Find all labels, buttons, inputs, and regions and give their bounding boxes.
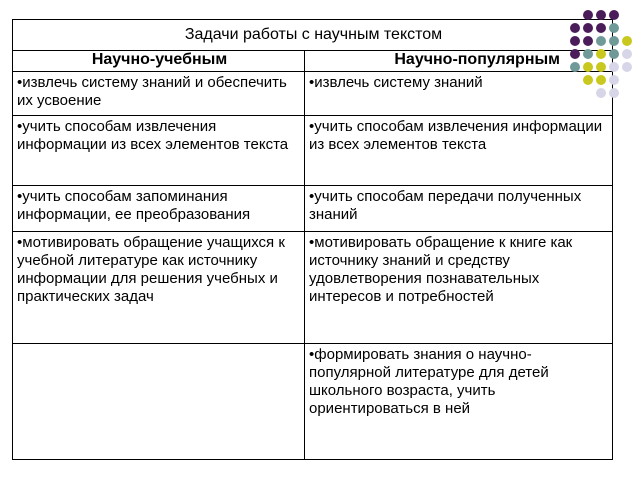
table-cell: • извлечь систему знаний xyxy=(305,72,613,116)
decorative-dot xyxy=(609,36,619,46)
decorative-dot xyxy=(609,49,619,59)
column-header-popular: Научно-популярным xyxy=(305,51,613,72)
decorative-dot xyxy=(596,88,606,98)
decorative-dot xyxy=(609,23,619,33)
decorative-dot xyxy=(570,49,580,59)
table-title: Задачи работы с научным текстом xyxy=(13,20,613,51)
table-cell: • учить способам извлечения информации из всех элементов текста xyxy=(13,116,305,186)
decorative-dot xyxy=(596,49,606,59)
table-cell-empty xyxy=(13,344,305,460)
decorative-dot xyxy=(583,49,593,59)
decorative-dot xyxy=(570,36,580,46)
decorative-dot xyxy=(609,75,619,85)
decorative-dot xyxy=(570,23,580,33)
decorative-dot xyxy=(622,36,632,46)
decorative-dot xyxy=(609,88,619,98)
table-cell: • учить способам передачи полученных знаний xyxy=(305,186,613,232)
tasks-table xyxy=(12,19,613,460)
decorative-dot xyxy=(622,62,632,72)
decorative-dot xyxy=(583,10,593,20)
decorative-dot xyxy=(596,10,606,20)
decorative-dots xyxy=(570,10,640,110)
table-cell: • учить способам запоминания информации, ее преобразования xyxy=(13,186,305,232)
table-cell: • извлечь систему знаний и обеспечить их усвоение xyxy=(13,72,305,116)
decorative-dot xyxy=(596,75,606,85)
decorative-dot xyxy=(596,23,606,33)
decorative-dot xyxy=(583,62,593,72)
table-cell: • формировать знания о научно-популярной литературе для детей школьного возраста, учить ориентироваться в ней xyxy=(305,344,613,460)
table-cell: • учить способам извлечения информации из всех элементов текста xyxy=(305,116,613,186)
column-header-educational: Научно-учебным xyxy=(13,51,305,72)
decorative-dot xyxy=(583,23,593,33)
decorative-dot xyxy=(609,10,619,20)
decorative-dot xyxy=(609,62,619,72)
decorative-dot xyxy=(622,49,632,59)
table-cell: • мотивировать обращение к книге как источнику знаний и средству удовлетворения познавательных интересов и потребностей xyxy=(305,232,613,344)
decorative-dot xyxy=(570,62,580,72)
decorative-dot xyxy=(596,62,606,72)
decorative-dot xyxy=(583,36,593,46)
decorative-dot xyxy=(583,75,593,85)
decorative-dot xyxy=(596,36,606,46)
table-cell: • мотивировать обращение учащихся к учебной литературе как источнику информации для решения учебных и практических задач xyxy=(13,232,305,344)
